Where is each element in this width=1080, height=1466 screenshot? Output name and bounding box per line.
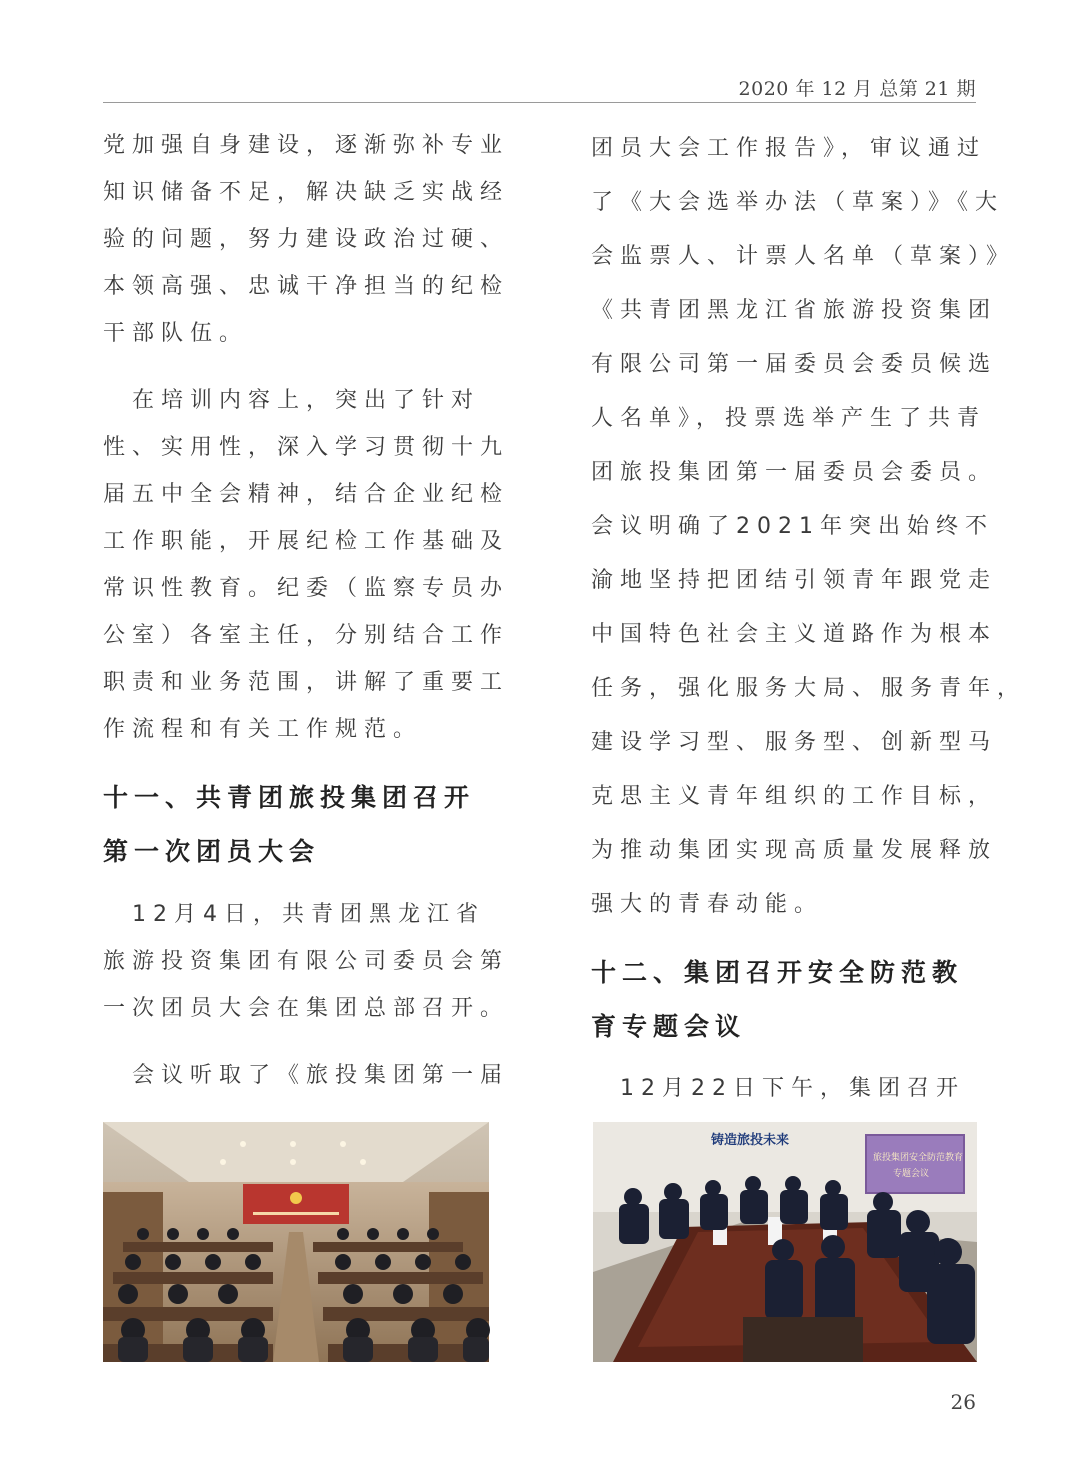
text-line: 会监票人、计票人名单（草案）》 xyxy=(591,244,1016,269)
text-line: 有限公司第一届委员会委员候选 xyxy=(591,352,998,377)
text-line: 人名单》，投票选举产生了共青 xyxy=(591,406,987,431)
text-line: 十一、共青团旅投集团召开 xyxy=(103,783,476,812)
text-line: 为推动集团实现高质量发展释放 xyxy=(591,838,998,863)
text-line: 会议明确了2021年突出始终不 xyxy=(591,514,994,539)
right-column xyxy=(591,122,1027,1116)
text-line: 建设学习型、服务型、创新型马 xyxy=(591,730,998,755)
text-line: 团员大会工作报告》，审议通过 xyxy=(591,136,987,161)
text-line: 《共青团黑龙江省旅游投资集团 xyxy=(591,298,998,323)
text-line: 第一次团员大会 xyxy=(103,837,321,866)
text-line: 职责和业务范围，讲解了重要工 xyxy=(103,670,510,695)
header-rule xyxy=(103,102,976,103)
paragraph xyxy=(591,122,1027,932)
paragraph xyxy=(103,122,510,357)
screen-subtitle: 专题会议 xyxy=(893,1169,930,1179)
paragraph xyxy=(103,377,510,753)
text-line: 旅游投资集团有限公司委员会第 xyxy=(103,949,510,974)
youth-congress-photo xyxy=(103,1122,489,1362)
text-line: 干部队伍。 xyxy=(103,321,249,346)
page-number: 26 xyxy=(950,1390,976,1414)
text-line: 性、实用性，深入学习贯彻十九 xyxy=(103,435,510,460)
section-heading-11 xyxy=(103,771,491,879)
text-line: 工作职能，开展纪检工作基础及 xyxy=(103,529,510,554)
text-line: 党加强自身建设，逐渐弥补专业 xyxy=(103,133,510,158)
text-line: 验的问题，努力建设政治过硬、 xyxy=(103,227,510,252)
text-line: 12月4日，共青团黑龙江省 xyxy=(103,902,485,927)
issue-header: 2020 年 12 月 总第 21 期 xyxy=(738,78,976,100)
section-heading-12 xyxy=(591,946,979,1054)
safety-meeting-photo xyxy=(593,1122,977,1362)
text-line: 一次团员大会在集团总部召开。 xyxy=(103,996,510,1021)
text-line: 克思主义青年组织的工作目标， xyxy=(591,784,998,809)
text-line: 12月22日下午，集团召开 xyxy=(591,1076,965,1101)
text-line: 十二、集团召开安全防范教 xyxy=(591,958,964,987)
text-line: 任务，强化服务大局、服务青年， xyxy=(591,676,1027,701)
text-line: 届五中全会精神，结合企业纪检 xyxy=(103,482,510,507)
text-line: 本领高强、忠诚干净担当的纪检 xyxy=(103,274,510,299)
text-line: 常识性教育。纪委（监察专员办 xyxy=(103,576,510,601)
text-line: 作流程和有关工作规范。 xyxy=(103,717,423,742)
text-line: 公室）各室主任，分别结合工作 xyxy=(103,623,510,648)
text-line: 强大的青春动能。 xyxy=(591,892,824,917)
text-line: 中国特色社会主义道路作为根本 xyxy=(591,622,998,647)
left-column xyxy=(103,122,510,1099)
text-line: 在培训内容上，突出了针对 xyxy=(103,388,481,413)
wall-banner-text: 铸造旅投未来 xyxy=(711,1133,790,1148)
text-line: 会议听取了《旅投集团第一届 xyxy=(103,1063,510,1088)
paragraph xyxy=(103,891,510,1032)
screen-title: 旅投集团安全防范教育 xyxy=(873,1153,964,1163)
paragraph xyxy=(591,1062,979,1116)
text-line: 团旅投集团第一届委员会委员。 xyxy=(591,460,998,485)
text-line: 知识储备不足，解决缺乏实战经 xyxy=(103,180,510,205)
text-line: 了《大会选举办法（草案）》《大 xyxy=(591,190,1005,215)
text-line: 渝地坚持把团结引领青年跟党走 xyxy=(591,568,998,593)
text-line: 育专题会议 xyxy=(591,1012,747,1041)
paragraph xyxy=(103,1052,510,1099)
